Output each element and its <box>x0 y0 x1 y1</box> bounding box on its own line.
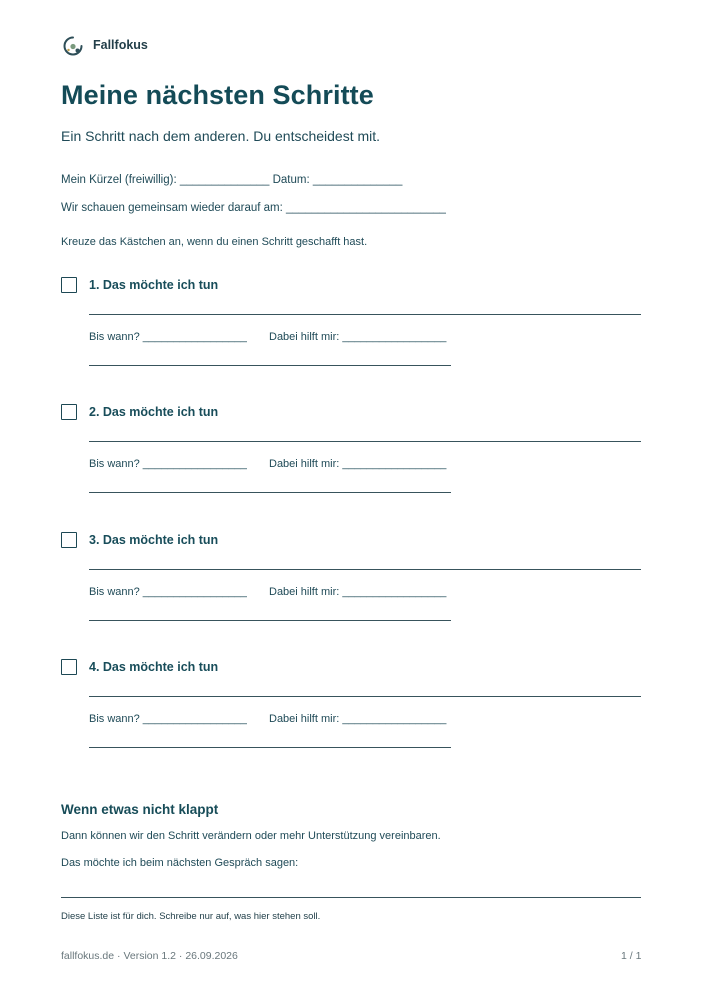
step-2-deadline: Bis wann? _________________ <box>89 458 247 470</box>
instruction-text: Kreuze das Kästchen an, wenn du einen Schritt geschafft hast. <box>61 236 368 248</box>
page-number: 1 / 1 <box>621 950 642 962</box>
step-2-checkbox[interactable] <box>61 404 77 420</box>
section-title-trouble: Wenn etwas nicht klappt <box>61 802 219 817</box>
trouble-prompt: Das möchte ich beim nächsten Gespräch sagen: <box>61 857 299 869</box>
step-2-write-line[interactable] <box>89 441 641 442</box>
step-4-title: 4. Das möchte ich tun <box>89 660 219 674</box>
step-3-helper-line[interactable] <box>89 620 451 621</box>
brand-name: Fallfokus <box>93 38 148 52</box>
footnote: Diese Liste ist für dich. Schreibe nur auf, was hier stehen soll. <box>61 911 321 922</box>
step-4-helper-line[interactable] <box>89 747 451 748</box>
step-1-helper: Dabei hilft mir: _________________ <box>269 331 447 343</box>
step-1-checkbox[interactable] <box>61 277 77 293</box>
review-date-line: Wir schauen gemeinsam wieder darauf am: _________________________ <box>61 202 446 214</box>
step-2-helper-line[interactable] <box>89 492 451 493</box>
step-3-helper: Dabei hilft mir: _________________ <box>269 586 447 598</box>
step-2-helper: Dabei hilft mir: _________________ <box>269 458 447 470</box>
step-4-write-line[interactable] <box>89 696 641 697</box>
step-1-title: 1. Das möchte ich tun <box>89 278 219 292</box>
step-3-checkbox[interactable] <box>61 532 77 548</box>
step-4-helper: Dabei hilft mir: _________________ <box>269 713 447 725</box>
step-3-title: 3. Das möchte ich tun <box>89 533 219 547</box>
leaf-circle-icon <box>62 35 84 57</box>
step-4-deadline: Bis wann? _________________ <box>89 713 247 725</box>
footer-left: fallfokus.de · Version 1.2 · 26.09.2026 <box>61 950 238 962</box>
step-3-write-line[interactable] <box>89 569 641 570</box>
step-2-title: 2. Das möchte ich tun <box>89 405 219 419</box>
step-1-helper-line[interactable] <box>89 365 451 366</box>
step-3-deadline: Bis wann? _________________ <box>89 586 247 598</box>
step-4-checkbox[interactable] <box>61 659 77 675</box>
trouble-write-line[interactable] <box>61 897 641 898</box>
page-title: Meine nächsten Schritte <box>61 80 374 110</box>
trouble-text: Dann können wir den Schritt verändern oder mehr Unterstützung vereinbaren. <box>61 830 441 842</box>
step-1-write-line[interactable] <box>89 314 641 315</box>
kuerzel-date-line: Mein Kürzel (freiwillig): ______________ Datum: ______________ <box>61 174 403 186</box>
step-1-deadline: Bis wann? _________________ <box>89 331 247 343</box>
page-subtitle: Ein Schritt nach dem anderen. Du entscheidest mit. <box>61 128 381 144</box>
